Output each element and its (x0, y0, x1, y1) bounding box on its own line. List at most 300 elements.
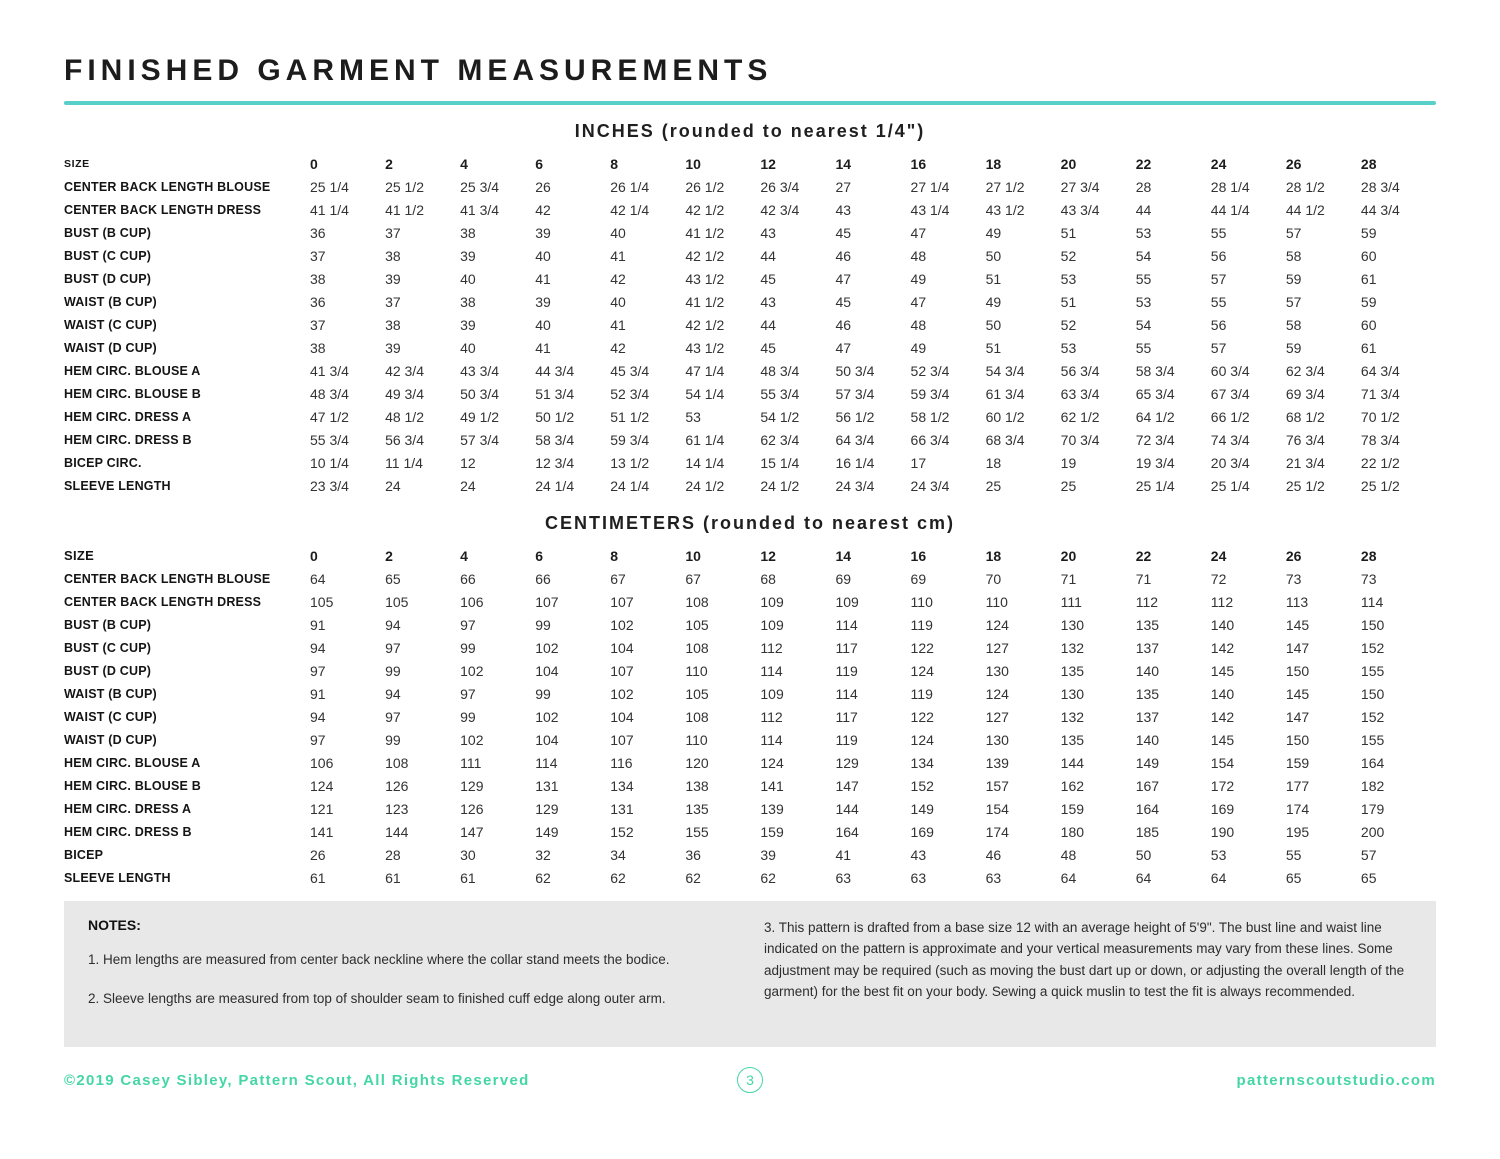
measurement-cell: 139 (985, 754, 1009, 771)
measurement-cell: 54 (1135, 247, 1152, 264)
measurement-cell: 141 (310, 823, 334, 840)
measurement-cell: 135 (1135, 685, 1160, 702)
measurement-cell: 47 1/2 (310, 408, 349, 425)
measurement-cell: 108 (685, 639, 709, 656)
measurement-cell: 59 (1285, 339, 1302, 356)
measurement-cell: 27 1/2 (985, 178, 1025, 195)
measurement-cell: 73 (1360, 570, 1377, 587)
measurement-cell: 134 (610, 777, 634, 794)
measurement-cell: 27 (835, 178, 852, 195)
measurement-cell: 64 (1210, 869, 1227, 886)
measurement-cell: 48 1/2 (385, 408, 424, 425)
measurement-cell: 147 (1285, 708, 1310, 725)
row-label: HEM CIRC. DRESS A (64, 409, 192, 424)
centimeters-table (64, 544, 1436, 889)
measurement-cell: 190 (1210, 823, 1235, 840)
measurement-cell: 68 (760, 570, 776, 587)
measurement-cell: 51 (1060, 293, 1077, 310)
measurement-cell: 25 1/4 (310, 178, 349, 195)
measurement-cell: 43 (760, 224, 776, 241)
measurement-cell: 38 (385, 316, 401, 333)
row-label: WAIST (B CUP) (64, 294, 157, 309)
measurement-cell: 124 (310, 777, 334, 794)
measurement-cell: 104 (610, 708, 634, 725)
measurement-cell: 17 (910, 454, 927, 471)
note-item-2: 2. Sleeve lengths are measured from top of shoulder seam to finished cuff edge along outer arm. (88, 991, 666, 1007)
measurement-cell: 44 (1135, 201, 1152, 218)
measurement-cell: 108 (385, 754, 409, 771)
measurement-cell: 25 (985, 477, 1002, 494)
row-label: HEM CIRC. BLOUSE B (64, 778, 201, 793)
row-label: WAIST (B CUP) (64, 686, 157, 701)
measurement-cell: 26 (310, 846, 326, 863)
measurement-cell: 65 (385, 570, 401, 587)
measurement-cell: 72 3/4 (1135, 431, 1175, 448)
measurement-cell: 43 (760, 293, 776, 310)
measurement-cell: 124 (985, 685, 1009, 702)
measurement-cell: 130 (1060, 616, 1085, 633)
measurement-cell: 155 (685, 823, 709, 840)
measurement-cell: 52 (1060, 247, 1077, 264)
measurement-cell: 41 3/4 (310, 362, 349, 379)
measurement-cell: 51 1/2 (610, 408, 650, 425)
measurement-cell: 94 (385, 616, 401, 633)
measurement-cell: 71 (1060, 570, 1077, 587)
measurement-cell: 32 (535, 846, 551, 863)
measurement-cell: 41 1/2 (685, 293, 725, 310)
measurement-cell: 39 (535, 293, 551, 310)
measurement-cell: 140 (1135, 731, 1160, 748)
measurement-cell: 44 1/2 (1285, 201, 1325, 218)
measurement-cell: 129 (835, 754, 859, 771)
measurement-cell: 39 (535, 224, 551, 241)
measurement-cell: 114 (835, 616, 858, 633)
measurement-cell: 102 (535, 639, 559, 656)
measurement-cell: 15 1/4 (760, 454, 800, 471)
measurement-cell: 62 1/2 (1060, 408, 1100, 425)
measurement-cell: 45 (760, 270, 776, 287)
measurement-cell: 63 3/4 (1060, 385, 1100, 402)
row-label: BUST (B CUP) (64, 617, 152, 632)
measurement-cell: 159 (760, 823, 784, 840)
measurement-cell: 58 (1285, 316, 1302, 333)
measurement-cell: 40 (460, 270, 476, 287)
measurement-cell: 45 3/4 (610, 362, 650, 379)
measurement-cell: 56 (1210, 316, 1227, 333)
measurement-cell: 114 (1360, 593, 1384, 610)
size-header-value: 20 (1060, 155, 1077, 172)
measurement-cell: 76 3/4 (1285, 431, 1325, 448)
measurement-cell: 11 1/4 (385, 454, 423, 471)
size-header-value: 0 (310, 155, 318, 172)
measurement-cell: 179 (1360, 800, 1385, 817)
row-label: BUST (C CUP) (64, 640, 152, 655)
measurement-cell: 27 1/4 (910, 178, 950, 195)
row-label: BUST (C CUP) (64, 248, 152, 263)
measurement-cell: 58 3/4 (1135, 362, 1175, 379)
measurement-cell: 38 (310, 339, 326, 356)
measurement-cell: 23 3/4 (310, 477, 349, 494)
measurement-cell: 51 (985, 270, 1002, 287)
measurement-cell: 59 (1360, 293, 1377, 310)
measurement-cell: 137 (1135, 708, 1160, 725)
measurement-cell: 28 1/4 (1210, 178, 1250, 195)
measurement-cell: 149 (1135, 754, 1160, 771)
measurement-cell: 70 3/4 (1060, 431, 1100, 448)
size-header-value: 18 (985, 547, 1002, 564)
measurement-cell: 152 (610, 823, 634, 840)
table-row (64, 866, 1436, 889)
measurement-cell: 117 (835, 708, 858, 725)
measurement-cell: 54 (1135, 316, 1152, 333)
measurement-cell: 42 3/4 (385, 362, 424, 379)
size-header-value: 12 (760, 547, 776, 564)
measurement-cell: 107 (610, 662, 634, 679)
table-row (64, 613, 1436, 636)
measurement-cell: 28 3/4 (1360, 178, 1400, 195)
measurement-cell: 140 (1135, 662, 1160, 679)
measurement-cell: 52 3/4 (610, 385, 650, 402)
measurement-cell: 55 (1135, 339, 1152, 356)
size-header-value: 0 (310, 547, 318, 564)
measurement-cell: 99 (385, 662, 401, 679)
measurement-cell: 38 (460, 293, 476, 310)
table-row (64, 451, 1436, 474)
measurement-cell: 51 (985, 339, 1002, 356)
measurement-cell: 56 1/2 (835, 408, 875, 425)
measurement-cell: 39 (385, 270, 401, 287)
measurement-cell: 106 (310, 754, 334, 771)
website-link[interactable]: patternscoutstudio.com (1236, 1072, 1436, 1089)
measurement-cell: 60 1/2 (985, 408, 1025, 425)
measurement-cell: 65 3/4 (1135, 385, 1175, 402)
measurement-cell: 24 1/4 (610, 477, 650, 494)
size-header-value: 16 (910, 155, 927, 172)
measurement-cell: 177 (1285, 777, 1310, 794)
measurement-cell: 54 1/4 (685, 385, 725, 402)
measurement-cell: 57 (1210, 270, 1227, 287)
measurement-cell: 131 (535, 777, 559, 794)
measurement-cell: 155 (1360, 662, 1385, 679)
measurement-cell: 99 (535, 616, 551, 633)
measurement-cell: 62 (760, 869, 776, 886)
measurement-cell: 44 (760, 316, 776, 333)
notes-box (64, 901, 1436, 1047)
measurement-cell: 24 3/4 (910, 477, 950, 494)
size-header-value: 10 (685, 155, 701, 172)
measurement-cell: 28 1/2 (1285, 178, 1325, 195)
measurement-cell: 110 (685, 662, 708, 679)
measurement-cell: 26 1/2 (685, 178, 725, 195)
measurement-cell: 97 (385, 708, 401, 725)
measurement-cell: 99 (385, 731, 401, 748)
measurement-cell: 45 (760, 339, 776, 356)
size-header-label: SIZE (64, 157, 90, 170)
measurement-cell: 159 (1060, 800, 1085, 817)
measurement-cell: 61 3/4 (985, 385, 1025, 402)
measurement-cell: 127 (985, 708, 1009, 725)
measurement-cell: 119 (910, 685, 933, 702)
measurement-cell: 94 (310, 639, 326, 656)
measurement-cell: 56 3/4 (1060, 362, 1100, 379)
measurement-cell: 26 (535, 178, 551, 195)
measurement-cell: 97 (460, 685, 476, 702)
measurement-cell: 114 (535, 754, 558, 771)
measurement-cell: 66 3/4 (910, 431, 950, 448)
measurement-cell: 144 (835, 800, 859, 817)
measurement-cell: 16 1/4 (835, 454, 875, 471)
measurement-cell: 64 (310, 570, 326, 587)
measurement-cell: 147 (1285, 639, 1310, 656)
measurement-cell: 50 1/2 (535, 408, 575, 425)
measurement-cell: 97 (310, 731, 326, 748)
measurement-cell: 53 (685, 408, 701, 425)
measurement-cell: 102 (610, 685, 634, 702)
size-header-value: 12 (760, 155, 776, 172)
measurement-cell: 150 (1360, 616, 1385, 633)
measurement-cell: 58 3/4 (535, 431, 575, 448)
measurement-cell: 42 (610, 339, 626, 356)
measurement-cell: 25 3/4 (460, 178, 500, 195)
measurement-cell: 68 3/4 (985, 431, 1025, 448)
measurement-cell: 94 (385, 685, 401, 702)
measurement-cell: 169 (1210, 800, 1235, 817)
measurement-cell: 149 (910, 800, 934, 817)
measurement-cell: 61 (385, 869, 401, 886)
measurement-cell: 42 1/2 (685, 316, 725, 333)
notes-right-column (764, 917, 1412, 1029)
measurement-cell: 120 (685, 754, 709, 771)
measurement-cell: 41 1/4 (310, 201, 349, 218)
measurement-cell: 63 (835, 869, 852, 886)
measurement-cell: 155 (1360, 731, 1385, 748)
inches-heading: INCHES (rounded to nearest 1/4") (574, 121, 926, 141)
measurement-cell: 41 (835, 846, 852, 863)
measurement-cell: 167 (1135, 777, 1160, 794)
measurement-cell: 102 (535, 708, 559, 725)
table-row (64, 843, 1436, 866)
size-header-value: 26 (1285, 547, 1302, 564)
size-header-value: 10 (685, 547, 701, 564)
measurement-cell: 169 (910, 823, 934, 840)
measurement-cell: 102 (460, 731, 484, 748)
size-header-value: 22 (1135, 155, 1152, 172)
measurement-cell: 55 (1135, 270, 1152, 287)
measurement-cell: 28 (385, 846, 401, 863)
measurement-cell: 49 1/2 (460, 408, 500, 425)
measurement-cell: 185 (1135, 823, 1160, 840)
size-header-value: 20 (1060, 547, 1077, 564)
measurement-cell: 48 3/4 (760, 362, 800, 379)
measurement-cell: 111 (1060, 593, 1082, 610)
measurement-cell: 107 (610, 731, 634, 748)
measurement-cell: 42 (610, 270, 626, 287)
measurement-cell: 147 (835, 777, 859, 794)
measurement-cell: 24 1/2 (685, 477, 725, 494)
measurement-cell: 112 (760, 639, 783, 656)
measurement-cell: 36 (310, 293, 326, 310)
measurement-cell: 52 3/4 (910, 362, 950, 379)
table-row (64, 682, 1436, 705)
measurement-cell: 13 1/2 (610, 454, 650, 471)
measurement-cell: 61 (1360, 339, 1377, 356)
page-number: 3 (746, 1071, 754, 1088)
measurement-cell: 62 (685, 869, 701, 886)
size-header-value: 28 (1360, 547, 1377, 564)
table-row (64, 313, 1436, 336)
measurement-cell: 64 3/4 (835, 431, 875, 448)
row-label: CENTER BACK LENGTH BLOUSE (64, 571, 271, 586)
measurement-cell: 47 (835, 339, 852, 356)
measurement-cell: 45 (835, 224, 852, 241)
measurement-cell: 49 (910, 270, 927, 287)
measurement-cell: 60 (1360, 247, 1377, 264)
measurement-cell: 107 (610, 593, 634, 610)
measurement-cell: 53 (1060, 339, 1077, 356)
measurement-cell: 134 (910, 754, 934, 771)
measurement-cell: 114 (760, 662, 783, 679)
measurement-cell: 131 (610, 800, 634, 817)
measurement-cell: 70 1/2 (1360, 408, 1400, 425)
measurement-cell: 61 (310, 869, 326, 886)
measurement-cell: 12 3/4 (535, 454, 575, 471)
measurement-cell: 62 3/4 (760, 431, 800, 448)
measurement-cell: 110 (910, 593, 933, 610)
measurement-cell: 58 (1285, 247, 1302, 264)
measurement-cell: 49 (985, 293, 1002, 310)
inches-section (64, 121, 1436, 497)
row-label: WAIST (C CUP) (64, 317, 157, 332)
measurement-cell: 150 (1285, 731, 1310, 748)
size-header-value: 26 (1285, 155, 1302, 172)
measurement-cell: 94 (310, 708, 326, 725)
measurement-cell: 108 (685, 593, 709, 610)
measurement-cell: 49 (910, 339, 927, 356)
inches-table (64, 152, 1436, 497)
measurement-cell: 78 3/4 (1360, 431, 1400, 448)
measurement-cell: 53 (1135, 224, 1152, 241)
measurement-cell: 52 (1060, 316, 1077, 333)
size-header-value: 6 (535, 547, 543, 564)
measurement-cell: 109 (835, 593, 859, 610)
row-label: HEM CIRC. BLOUSE A (64, 363, 201, 378)
measurement-cell: 142 (1210, 639, 1235, 656)
table-row (64, 359, 1436, 382)
measurement-cell: 105 (310, 593, 334, 610)
measurement-cell: 102 (610, 616, 634, 633)
table-row (64, 267, 1436, 290)
measurement-cell: 50 3/4 (460, 385, 500, 402)
measurement-cell: 50 (1135, 846, 1152, 863)
size-header-value: 14 (835, 155, 852, 172)
measurement-cell: 44 3/4 (1360, 201, 1400, 218)
measurement-cell: 10 1/4 (310, 454, 349, 471)
measurement-cell: 140 (1210, 685, 1235, 702)
measurement-cell: 22 1/2 (1360, 454, 1400, 471)
table-row (64, 797, 1436, 820)
measurement-cell: 126 (460, 800, 484, 817)
measurement-cell: 55 3/4 (310, 431, 349, 448)
measurement-cell: 62 (610, 869, 626, 886)
measurement-cell: 150 (1360, 685, 1385, 702)
measurement-cell: 145 (1285, 685, 1310, 702)
measurement-cell: 182 (1360, 777, 1385, 794)
row-label: BICEP (64, 847, 104, 862)
measurement-cell: 66 1/2 (1210, 408, 1250, 425)
measurement-cell: 38 (385, 247, 401, 264)
size-header-value: 6 (535, 155, 543, 172)
measurement-cell: 111 (460, 754, 482, 771)
table-row (64, 728, 1436, 751)
measurement-cell: 57 (1285, 293, 1302, 310)
row-label: HEM CIRC. DRESS B (64, 432, 192, 447)
row-label: BUST (D CUP) (64, 271, 152, 286)
size-header-value: 8 (610, 155, 619, 172)
measurement-cell: 54 1/2 (760, 408, 800, 425)
measurement-cell: 105 (685, 616, 709, 633)
measurement-cell: 154 (985, 800, 1009, 817)
page-title: FINISHED GARMENT MEASUREMENTS (64, 54, 773, 87)
measurement-cell: 40 (610, 293, 626, 310)
measurement-cell: 127 (985, 639, 1009, 656)
measurement-cell: 62 (535, 869, 551, 886)
measurement-cell: 117 (835, 639, 858, 656)
measurement-cell: 154 (1210, 754, 1235, 771)
table-row (64, 336, 1436, 359)
measurement-cell: 48 (910, 247, 927, 264)
measurement-cell: 159 (1285, 754, 1310, 771)
measurement-cell: 48 (1060, 846, 1077, 863)
measurement-cell: 141 (760, 777, 784, 794)
row-label: CENTER BACK LENGTH DRESS (64, 594, 262, 609)
measurement-cell: 43 1/2 (685, 270, 725, 287)
measurement-cell: 91 (310, 616, 326, 633)
measurement-cell: 112 (1135, 593, 1159, 610)
table-row (64, 751, 1436, 774)
measurement-cell: 147 (460, 823, 484, 840)
row-label: CENTER BACK LENGTH BLOUSE (64, 179, 271, 194)
table-row (64, 659, 1436, 682)
measurement-cell: 200 (1360, 823, 1385, 840)
measurement-cell: 114 (835, 685, 858, 702)
measurement-cell: 113 (1285, 593, 1309, 610)
measurement-cell: 124 (910, 662, 934, 679)
table-row (64, 221, 1436, 244)
measurement-cell: 24 (460, 477, 476, 494)
measurement-cell: 105 (685, 685, 709, 702)
measurement-cell: 73 (1285, 570, 1302, 587)
measurement-cell: 145 (1285, 616, 1310, 633)
measurement-cell: 41 3/4 (460, 201, 500, 218)
measurement-cell: 67 (685, 570, 701, 587)
measurement-cell: 180 (1060, 823, 1085, 840)
table-row (64, 590, 1436, 613)
notes-heading: NOTES: (88, 917, 141, 933)
measurement-cell: 49 (985, 224, 1002, 241)
measurement-cell: 38 (310, 270, 326, 287)
measurement-cell: 55 (1210, 293, 1227, 310)
measurement-cell: 50 3/4 (835, 362, 875, 379)
measurement-cell: 26 1/4 (610, 178, 650, 195)
measurement-cell: 70 (985, 570, 1002, 587)
measurement-cell: 64 3/4 (1360, 362, 1400, 379)
measurement-cell: 129 (535, 800, 559, 817)
measurement-cell: 59 3/4 (910, 385, 950, 402)
measurement-cell: 91 (310, 685, 326, 702)
measurement-cell: 40 (460, 339, 476, 356)
measurement-cell: 97 (460, 616, 476, 633)
table-row (64, 175, 1436, 198)
